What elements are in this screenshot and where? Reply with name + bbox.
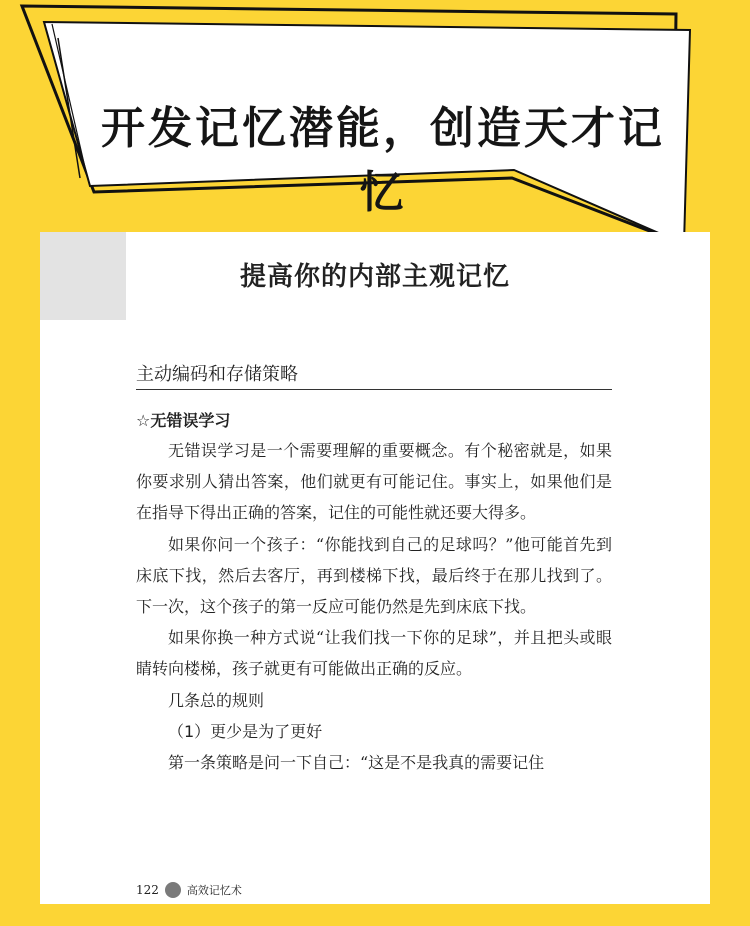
paragraph: 如果你问一个孩子：“你能找到自己的足球吗？”他可能首先到床底下找，然后去客厅，再到楼梯下找，最后终于在那儿找到了。下一次，这个孩子的第一反应可能仍然是先到床底下找。 <box>136 534 612 617</box>
series-logo-icon <box>165 882 181 898</box>
paragraph: 第一条策略是问一下自己：“这是不是我真的需要记住 <box>168 753 545 773</box>
paragraph: 无错误学习是一个需要理解的重要概念。有个秘密就是，如果你要求别人猜出答案，他们就更有可能记住。事实上，如果他们是在指导下得出正确的答案，记住的可能性就还要大得多。 <box>136 441 612 523</box>
paragraph: 如果你换一种方式说“让我们找一下你的足球”，并且把头或眼睛转向楼梯，孩子就更有可能做出正确的反应。 <box>136 628 612 679</box>
sub-heading: ☆无错误学习 <box>136 411 231 430</box>
page-footer <box>136 882 242 898</box>
rule-item: （1）更少是为了更好 <box>168 721 323 741</box>
section-divider <box>136 389 612 390</box>
rules-heading: 几条总的规则 <box>168 690 265 710</box>
book-page <box>40 232 710 904</box>
section-heading: 主动编码和存储策略 <box>136 364 298 385</box>
series-title: 高效记忆术 <box>186 884 242 897</box>
page-number: 122 <box>136 883 159 897</box>
body-text <box>136 435 612 778</box>
page-title: 提高你的内部主观记忆 <box>239 262 510 292</box>
banner-title: 开发记忆潜能，创造天才记忆 <box>101 103 665 218</box>
